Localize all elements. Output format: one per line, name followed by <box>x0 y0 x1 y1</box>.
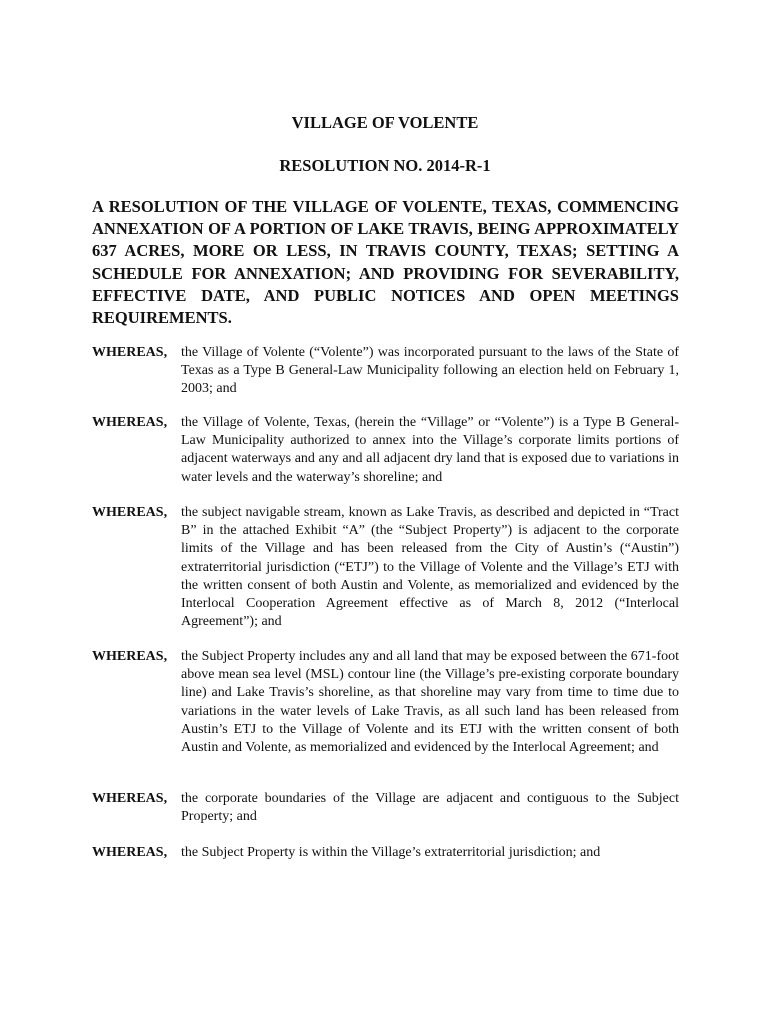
whereas-label: WHEREAS, <box>92 791 168 806</box>
whereas-label: WHEREAS, <box>92 505 168 520</box>
whereas-label: WHEREAS, <box>92 415 168 430</box>
document-title: VILLAGE OF VOLENTE <box>291 113 479 132</box>
resolution-caption: A RESOLUTION OF THE VILLAGE OF VOLENTE, TEXAS, COMMENCING ANNEXATION OF A PORTION OF LAKE TRAVIS, BEING APPROXIMATELY 637 ACRES, MORE OR LESS, IN TRAVIS COUNTY, TEXAS; SETTING A SCHEDULE FOR ANNEXATION; AND PROVIDING FOR SEVERABILITY, EFFECTIVE DATE, AND PUBLIC NOTICES AND OPEN MEETINGS REQUIREMENTS. <box>92 197 679 328</box>
whereas-text: the Subject Property includes any and all land that may be exposed between the 671-foot above mean sea level (MSL) contour line (the Village’s pre-existing corporate boundary line) and Lake Travis’s shoreline, as that shoreline may vary from time to time due to variations in the water levels of Lake Travis, as all such land has been released from Austin’s ETJ to the Village of Volente and its ETJ with the written consent of both Austin and Volente, as memorialized and evidenced by the Interlocal Agreement; and <box>181 649 679 756</box>
whereas-text: the corporate boundaries of the Village are adjacent and contiguous to the Subject Property; and <box>181 791 679 825</box>
whereas-label: WHEREAS, <box>92 845 168 860</box>
whereas-text: the subject navigable stream, known as Lake Travis, as described and depicted in “Tract B” in the attached Exhibit “A” (the “Subject Property”) is adjacent to the corporate limits of the Village and has been released from the City of Austin’s (“Austin”) extraterritorial jurisdiction (“ETJ”) to the Village of Volente and the Village’s ETJ with the written consent of both Austin and Volente, as memorialized and evidenced by the Interlocal Cooperation Agreement effective as of March 8, 2012 (“Interlocal Agreement”); and <box>181 505 679 630</box>
whereas-text: the Subject Property is within the Village’s extraterritorial jurisdiction; and <box>181 845 601 860</box>
whereas-label: WHEREAS, <box>92 649 168 664</box>
whereas-text: the Village of Volente, Texas, (herein the “Village” or “Volente”) is a Type B General-Law Municipality authorized to annex into the Village’s corporate limits portions of adjacent waterways and any and all adjacent dry land that is exposed due to variations in water levels and the waterway’s shoreline; and <box>181 415 679 485</box>
resolution-number: RESOLUTION NO. 2014-R-1 <box>279 156 491 175</box>
whereas-text: the Village of Volente (“Volente”) was incorporated pursuant to the laws of the State of Texas as a Type B General-Law Municipality following an election held on February 1, 2003; and <box>181 345 679 397</box>
whereas-label: WHEREAS, <box>92 345 168 360</box>
